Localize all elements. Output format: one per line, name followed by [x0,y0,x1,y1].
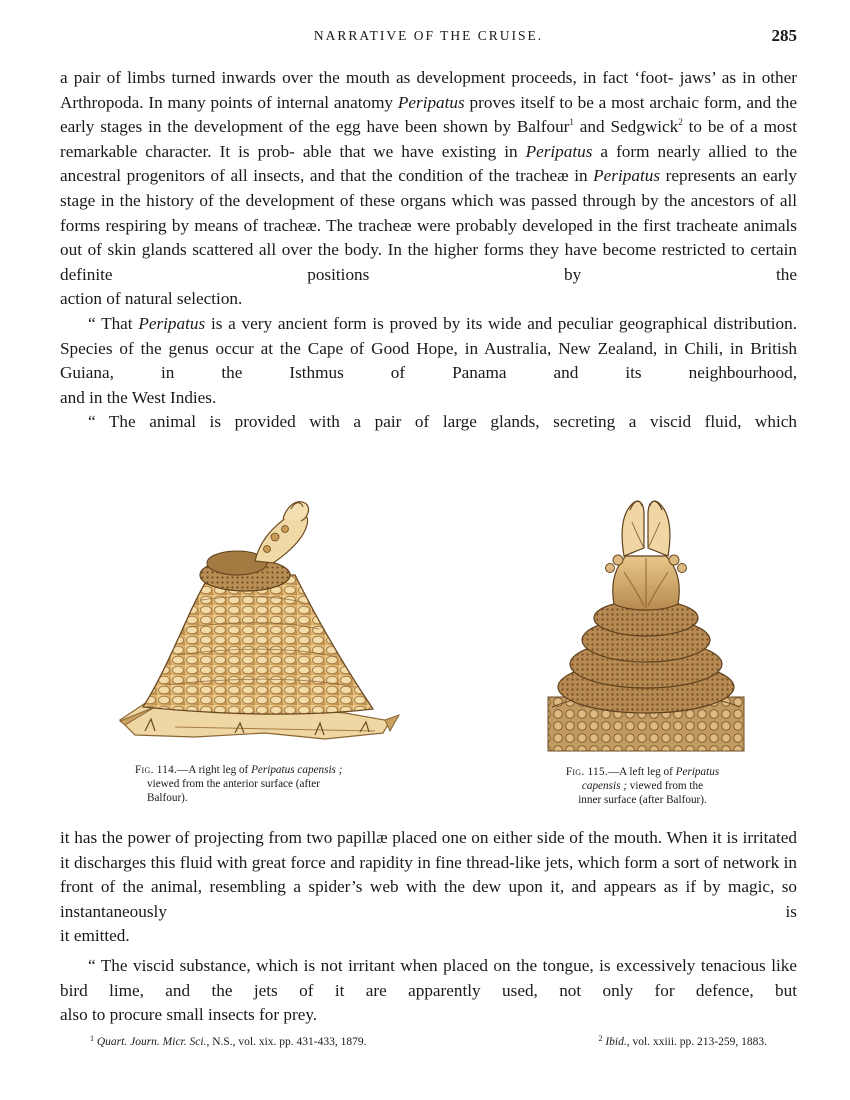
paragraph-viscid-end: also to procure small insects for prey. [60,1005,318,1025]
paragraph-distribution-end: and in the West Indies. [60,387,217,407]
leg-illustration-anterior [115,495,405,750]
figure-115-label: Fig. 115. [565,766,608,778]
figure-114-caption: Fig. 114.—A right leg of Peripatus capensis ; viewed from the anterior surface (after Balfour). [135,764,343,804]
paragraph-limbs-end: action of natural selection. [60,289,243,309]
footnote-ref-1: 1 [569,117,574,128]
figure-115-caption: Fig. 115.—A left leg of Peripatus capensis ; viewed from the inner surface (after Balfour). [565,766,720,806]
paragraph-glands: “ The animal is provided with a pair of large glands, secreting a viscid fluid, which [88,412,797,432]
figure-114-right-leg [115,495,405,750]
footnote-2: $^2$ Ibid., vol. xxiii. pp. 213-259, 1883. [598,1034,767,1048]
body-text-bottom [60,826,797,1028]
footnotes [60,1036,797,1056]
running-title: NARRATIVE OF THE CRUISE. [313,28,544,43]
footnote-ref-2: 2 [678,117,683,128]
paragraph-limbs: a pair of limbs turned inwards over the mouth as development proceeds, in fact ‘foot- jaws’ as in other Arthropoda. In many points of internal anatomy Peripatus proves itself to be a most archaic form, and the early stages in the development of the egg have been shown by Balfour$^1$ and Sedgwick$^2$ to be of a most remarkable character. It is prob- able that we have existing in Peripatus a form nearly allied to the ancestral progenitors of all insects, and that the condition of the tracheæ in Peripatus represents an early stage in the history of the development of these organs which was passed through by the ancestors of all forms respiring by means of tracheæ. The tracheæ were probably developed in the first tracheate animals out of skin glands scattered all over the body. In the higher forms they have become restricted to certain definite positions by the [60,68,798,284]
paragraph-projecting: it has the power of projecting from two papillæ placed one on either side of the mouth. When it is irritated it discharges this fluid with great force and rapidity in fine thread-like jets, which form a sort of network in front of the animal, resembling a spider’s web with the dew upon it, and appears as if by magic, so instantaneously is [60,828,798,921]
leg-illustration-inner [540,492,752,754]
body-text-top [60,66,797,435]
figure-114-label: Fig. 114. [135,764,178,776]
footnote-1: $^1$ Quart. Journ. Micr. Sci., N.S., vol. xix. pp. 431-433, 1879. [90,1034,367,1048]
page-number: 285 [771,26,797,45]
paragraph-viscid: “ The viscid substance, which is not irritant when placed on the tongue, is excessively tenacious like bird lime, and the jets of it are apparently used, not only for defence, but [60,955,797,1000]
paragraph-distribution: “ That Peripatus is a very ancient form is proved by its wide and peculiar geographical distribution. Species of the genus occur at the Cape of Good Hope, in Australia, New Zealand, in Chili, in British Guiana, in the Isthmus of Panama and its neighbourhood, [60,313,798,383]
paragraph-projecting-end: it emitted. [60,926,130,946]
figure-115-left-leg [540,492,752,754]
page-header [60,26,797,50]
